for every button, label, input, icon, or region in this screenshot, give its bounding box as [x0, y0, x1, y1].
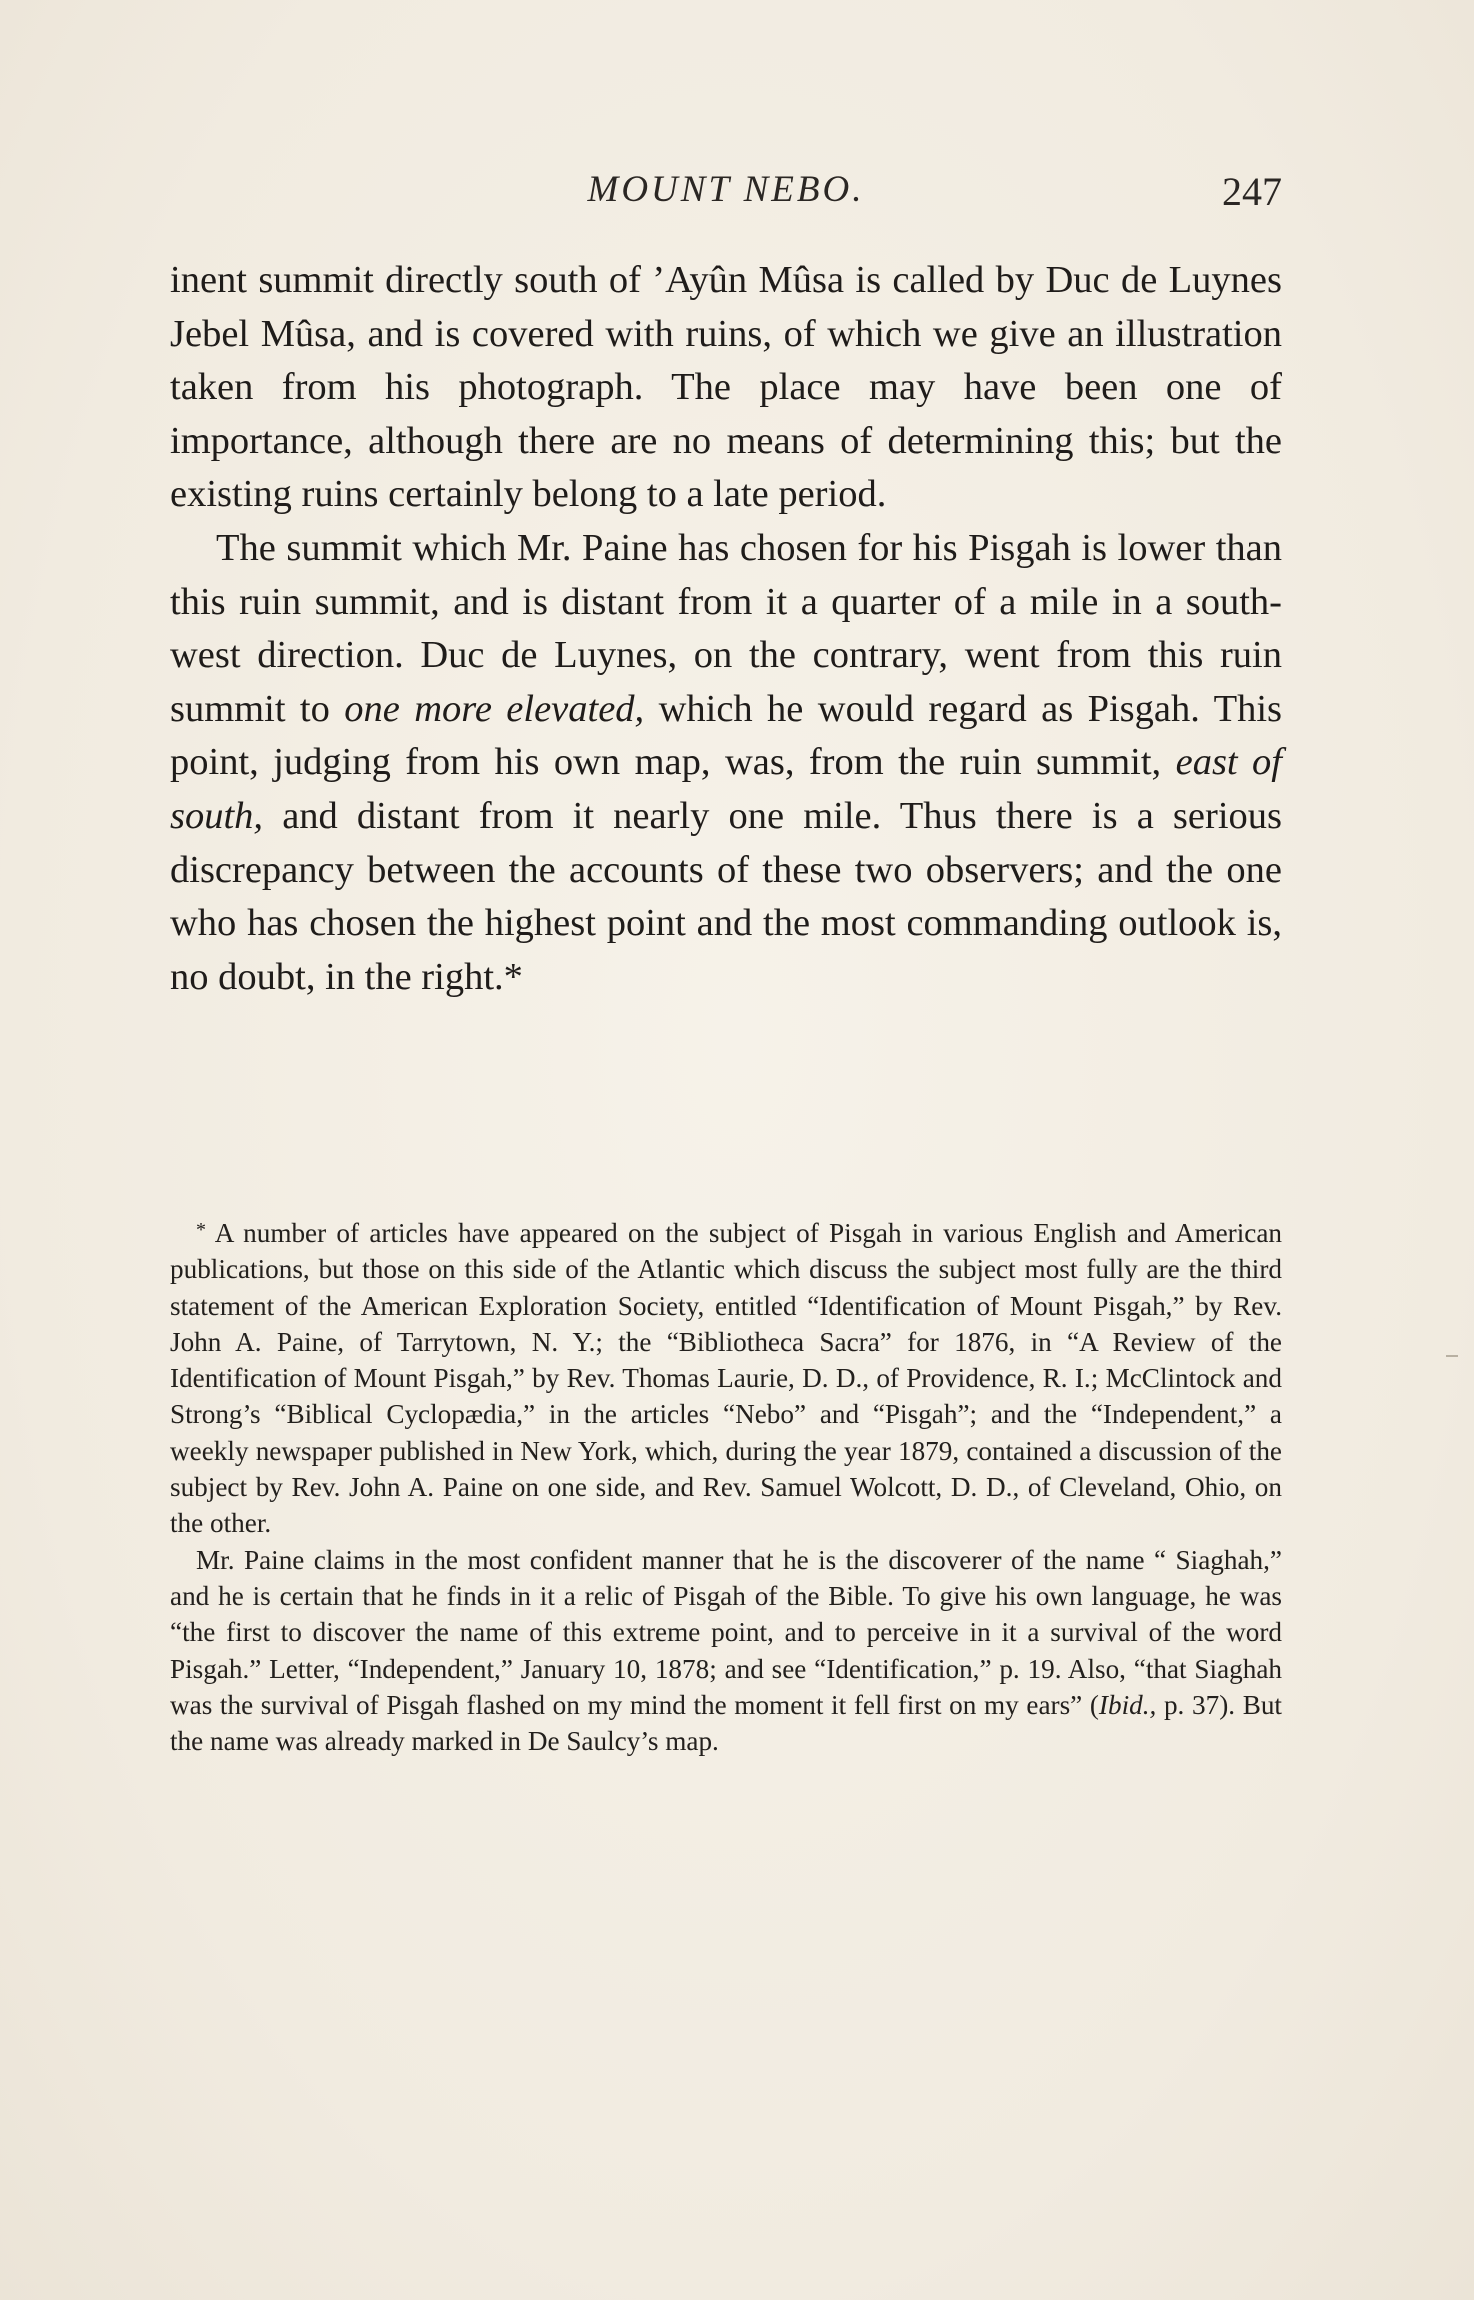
paragraph-2-text-b: which he would regard as Pisgah. This point, judging from his own map, was, from the ruin summit,	[170, 687, 1283, 784]
page-number: 247	[1222, 169, 1282, 214]
footnote-2-text-a: Mr. Paine claims in the most confident manner that he is the discoverer of the name “ Siaghah,” and he is certain that he finds in it a relic of Pisgah of the Bible. To give his own language, he was “the first to discover the name of this extreme point, and to perceive in it a survival of the word Pisgah.” Letter, “Independent,” January 10, 1878; and see “Identification,” p. 19. Also, “that Siaghah was the survival of Pisgah flashed on my mind the moment it fell first on my ears” (	[170, 1544, 1282, 1720]
margin-mark	[1446, 1355, 1458, 1357]
footnote-1-text: A number of articles have appeared on the subject of Pisgah in various English and American publications, but those on this side of the Atlantic which discuss the subject most fully are the third statement of the American Exploration Society, entitled “Identification of Mount Pisgah,” by Rev. John A. Paine, of Tarrytown, N. Y.; the “Bibliotheca Sacra” for 1876, in “A Review of the Identification of Mount Pisgah,” by Rev. Thomas Laurie, D. D., of Providence, R. I.; McClintock and Strong’s “Biblical Cyclopædia,” in the articles “Nebo” and “Pisgah”; and the “Independent,” a weekly newspaper published in New York, which, during the year 1879, contained a discussion of the subject by Rev. John A. Paine on one side, and Rev. Samuel Wolcott, D. D., of Cleveland, Ohio, on the other.	[170, 1218, 1282, 1539]
footnote-2	[170, 1542, 1282, 1760]
footnote-1	[170, 1212, 1282, 1542]
footnote-2-italic: Ibid.,	[1098, 1689, 1157, 1720]
paragraph-1-text: inent summit directly south of ’Ayûn Mûsa is called by Duc de Luynes Jebel Mûsa, and is covered with ruins, of which we give an illustration taken from his photograph. The place may have been one of importance, although there are no means of determining this; but the existing ruins certainly belong to a late period.	[170, 259, 1282, 516]
paragraph-2-text-c: and distant from it nearly one mile. Thus there is a serious discrepancy between the accounts of these two observers; and the one who has chosen the highest point and the most commanding outlook is, no doubt, in the right.*	[170, 794, 1282, 998]
paragraph-2-text-a: The summit which Mr. Paine has chosen for his Pisgah is lower than this ruin summit, and is distant from it a quarter of a mile in a south-west direction. Duc de Luynes, on the contrary, went from this ruin summit to	[170, 526, 1282, 730]
paragraph-2	[170, 522, 1282, 1004]
footnotes	[170, 1212, 1282, 1759]
paragraph-1	[170, 254, 1282, 522]
running-head: MOUNT NEBO.	[587, 169, 865, 210]
paragraph-2-italic-b: east of south,	[170, 741, 1282, 837]
page-header	[170, 168, 1282, 220]
footnote-2-text-b: p. 37). But the name was already marked in De Saulcy’s map.	[170, 1689, 1282, 1757]
footnote-marker: *	[196, 1219, 206, 1241]
main-text	[170, 254, 1282, 1004]
paragraph-2-italic-a: one more elevated,	[344, 687, 645, 730]
